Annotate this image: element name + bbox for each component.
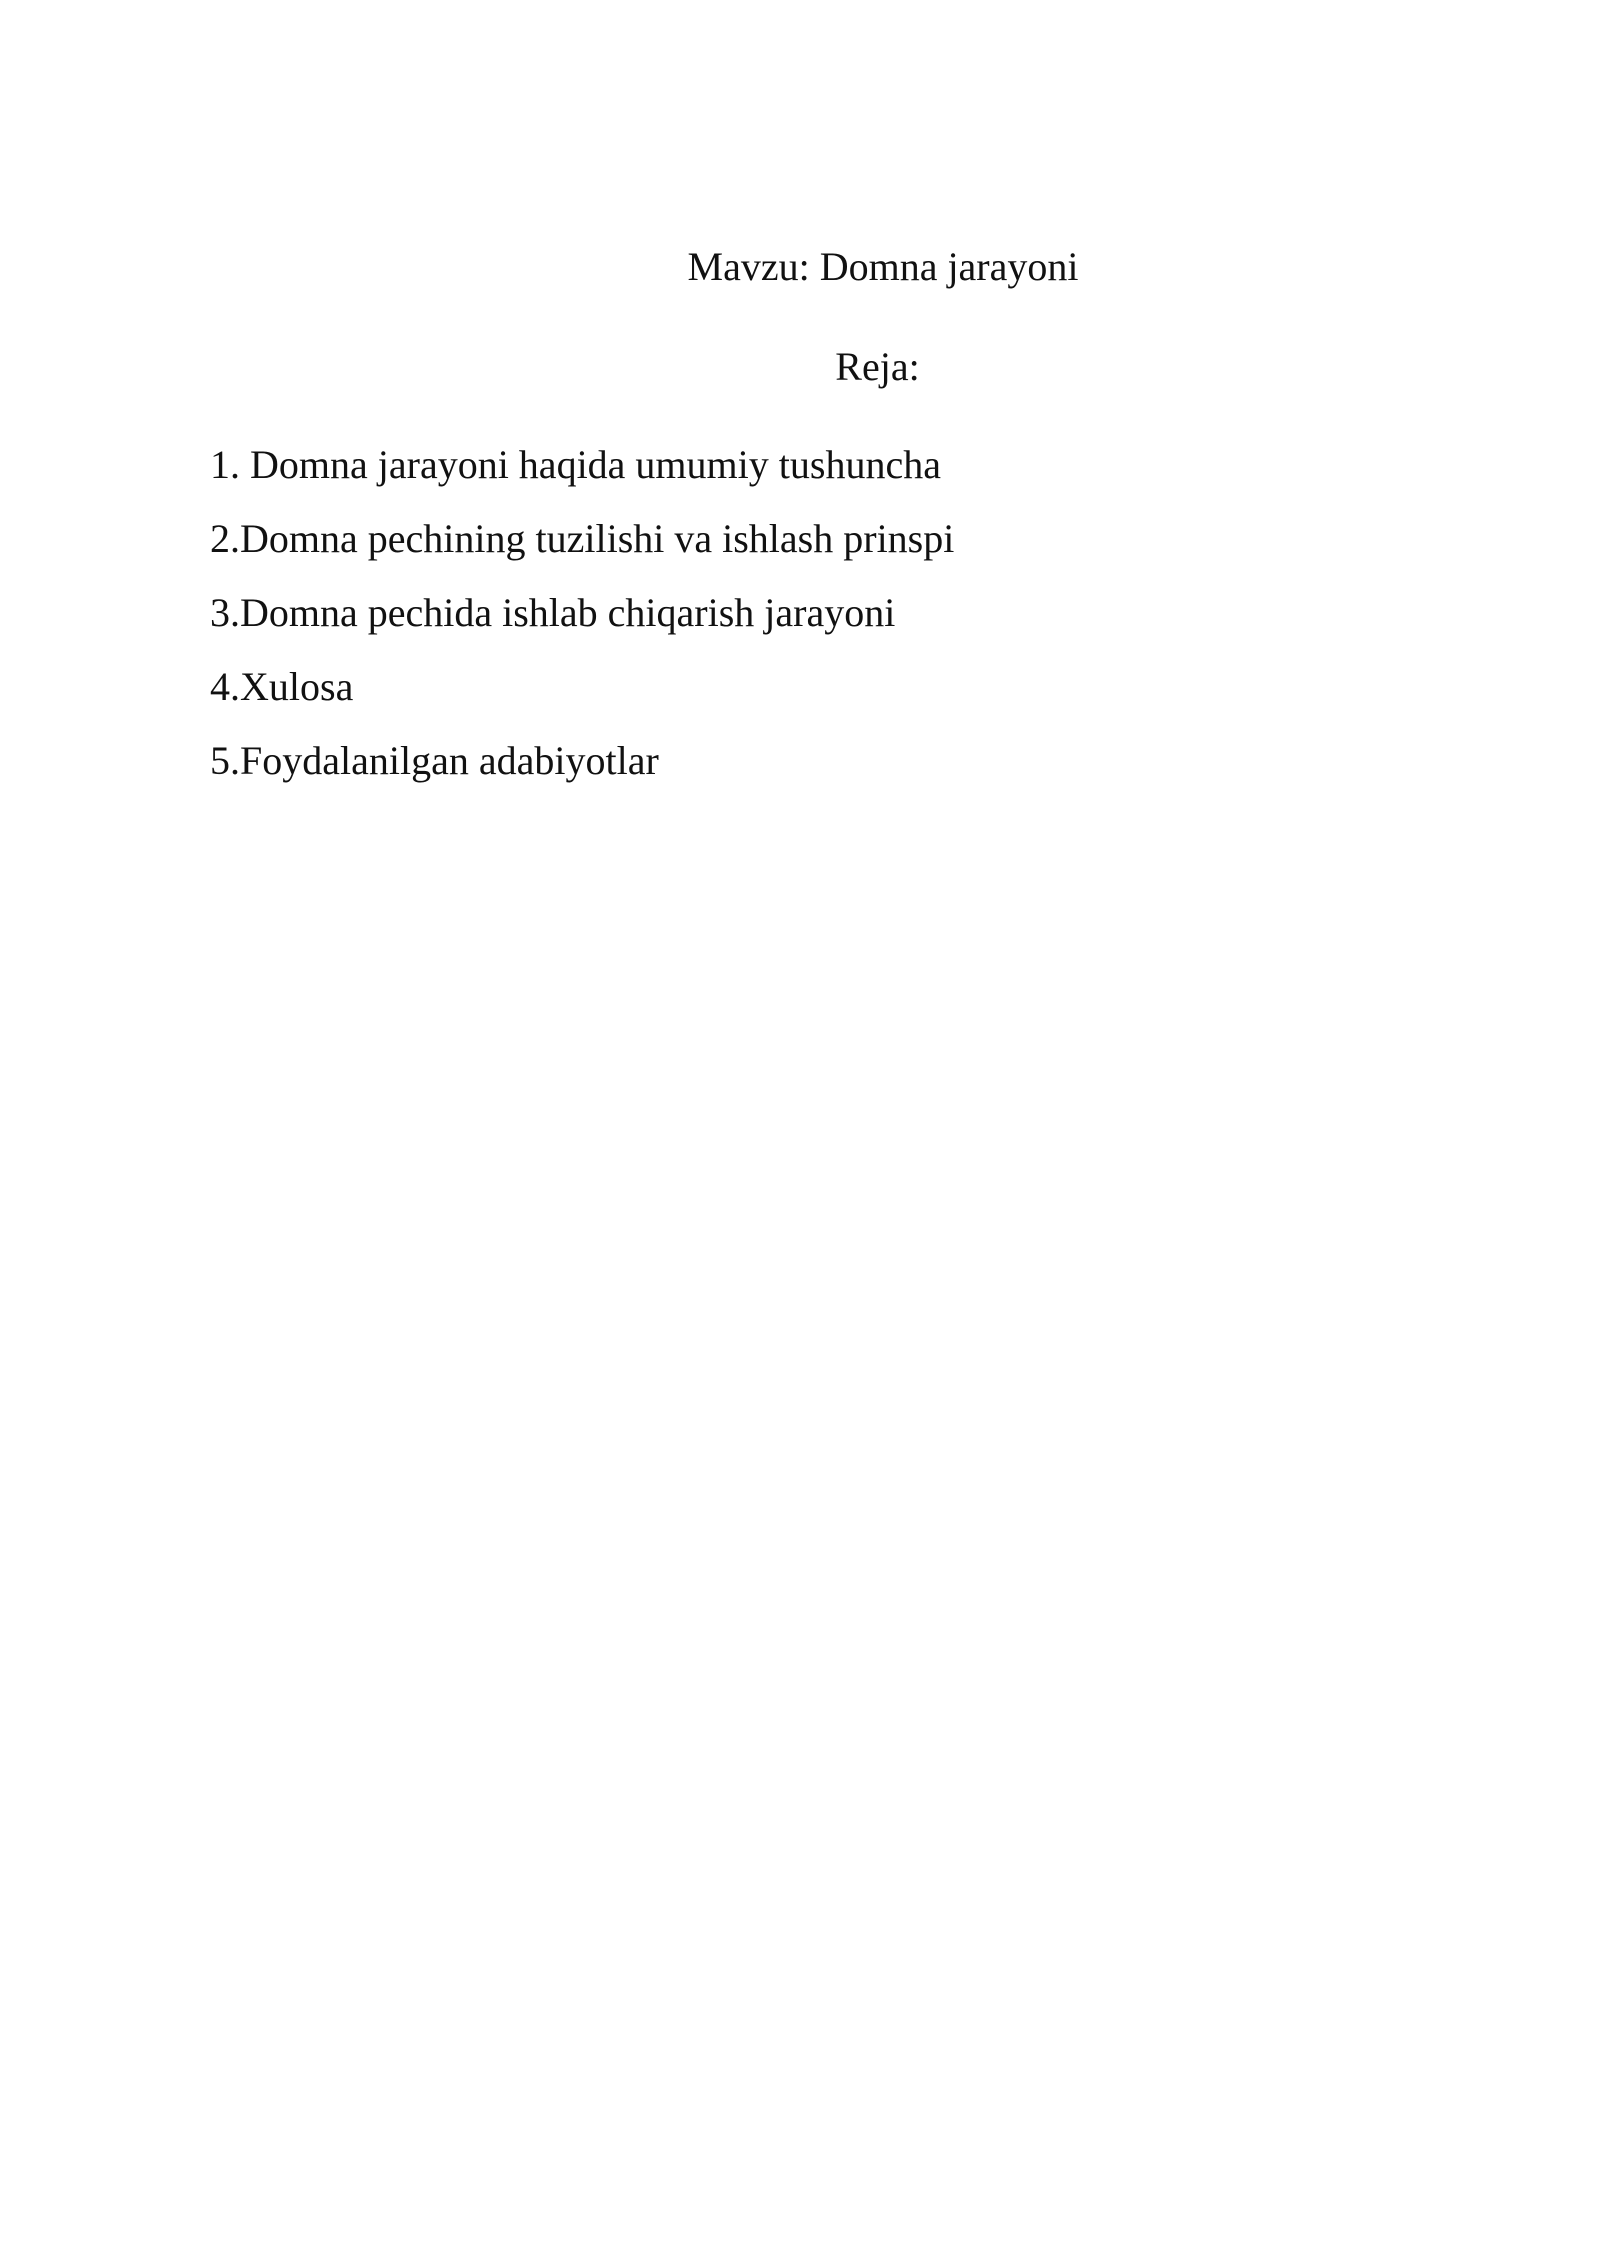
plan-item: 5.Foydalanilgan adabiyotlar (210, 738, 659, 783)
document-title: Mavzu: Domna jarayoni (687, 244, 1079, 289)
plan-item: 4.Xulosa (210, 664, 354, 709)
plan-list (210, 440, 954, 810)
plan-heading: Reja: (835, 344, 920, 389)
plan-item: 2.Domna pechining tuzilishi va ishlash prinspi (210, 516, 955, 561)
plan-item: 3.Domna pechida ishlab chiqarish jarayoni (210, 590, 896, 635)
plan-item: 1. Domna jarayoni haqida umumiy tushuncha (210, 442, 941, 487)
